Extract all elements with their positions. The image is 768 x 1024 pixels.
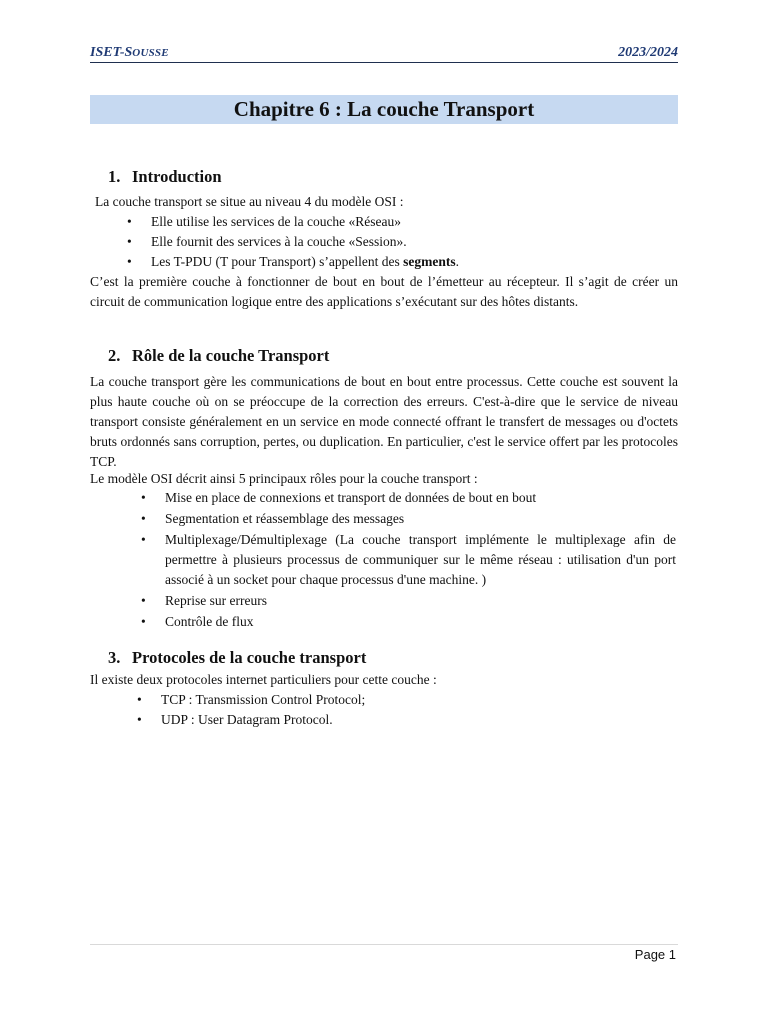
role-lead-text: Le modèle OSI décrit ainsi 5 principaux rôles pour la couche transport : <box>90 471 478 486</box>
bullet-icon: • <box>137 692 142 707</box>
bullet-icon: • <box>127 214 132 229</box>
institution-name: ISET-SOUSSE <box>90 45 169 60</box>
bullet-icon: • <box>141 490 146 505</box>
list-item: • Multiplexage/Démultiplexage (La couche transport implémente le multiplexage afin de permettre à plusieurs processus de communiquer sur le même réseau : utilisation d'un port associé à un socket pour chaque processus d'une machine. ) <box>141 532 676 587</box>
section-intro-text: La couche transport se situe au niveau 4 du modèle OSI : <box>95 194 404 209</box>
protocols-bullet-list <box>137 690 677 730</box>
page-number: Page 1 <box>634 947 676 962</box>
bullet-icon: • <box>141 593 146 608</box>
footer-rule <box>90 944 678 945</box>
list-item: • Reprise sur erreurs <box>141 591 676 611</box>
list-item: • UDP : User Datagram Protocol. <box>137 710 677 730</box>
bullet-icon: • <box>141 511 146 526</box>
section-heading-introduction: 1. Introduction <box>108 167 222 186</box>
role-paragraph: La couche transport gère les communications de bout en bout entre processus. Cette couche est souvent la plus haute couche où on se préoccupe de la correction des erreurs. C'est-à-dire que le service de niveau transport consiste généralement en un service en mode connecté offrant le transfert de messages ou d'octets bruts ordonnés sans corruption, pertes, ou duplication. En particulier, c'est le service offert par les protocoles TCP. <box>90 374 678 469</box>
protocols-intro-text: Il existe deux protocoles internet particuliers pour cette couche : <box>90 672 437 687</box>
bullet-icon: • <box>127 254 132 269</box>
bold-term: segments <box>403 254 456 269</box>
list-item: • Les T-PDU (T pour Transport) s’appellent des segments. <box>127 252 687 272</box>
list-item: • Mise en place de connexions et transport de données de bout en bout <box>141 488 676 508</box>
list-item: • Elle fournit des services à la couche «Session». <box>127 232 687 252</box>
bullet-icon: • <box>137 712 142 727</box>
list-item: • TCP : Transmission Control Protocol; <box>137 690 677 710</box>
page-header <box>90 42 678 63</box>
list-item: • Elle utilise les services de la couche «Réseau» <box>127 212 687 232</box>
section-heading-protocols: 3. Protocoles de la couche transport <box>108 648 367 667</box>
academic-year: 2023/2024 <box>618 45 678 60</box>
chapter-title: Chapitre 6 : La couche Transport <box>90 95 678 124</box>
bullet-icon: • <box>127 234 132 249</box>
list-item: • Contrôle de flux <box>141 612 676 632</box>
section-heading-role: 2. Rôle de la couche Transport <box>108 346 330 365</box>
list-item: • Segmentation et réassemblage des messages <box>141 509 676 529</box>
introduction-paragraph: C’est la première couche à fonctionner de bout en bout de l’émetteur au récepteur. Il s’agit de créer un circuit de communication logique entre des applications s’exécutant sur des hôtes distants. <box>90 274 678 309</box>
introduction-bullet-list <box>127 212 687 272</box>
bullet-icon: • <box>141 532 146 547</box>
bullet-icon: • <box>141 614 146 629</box>
role-bullet-list <box>141 488 676 632</box>
